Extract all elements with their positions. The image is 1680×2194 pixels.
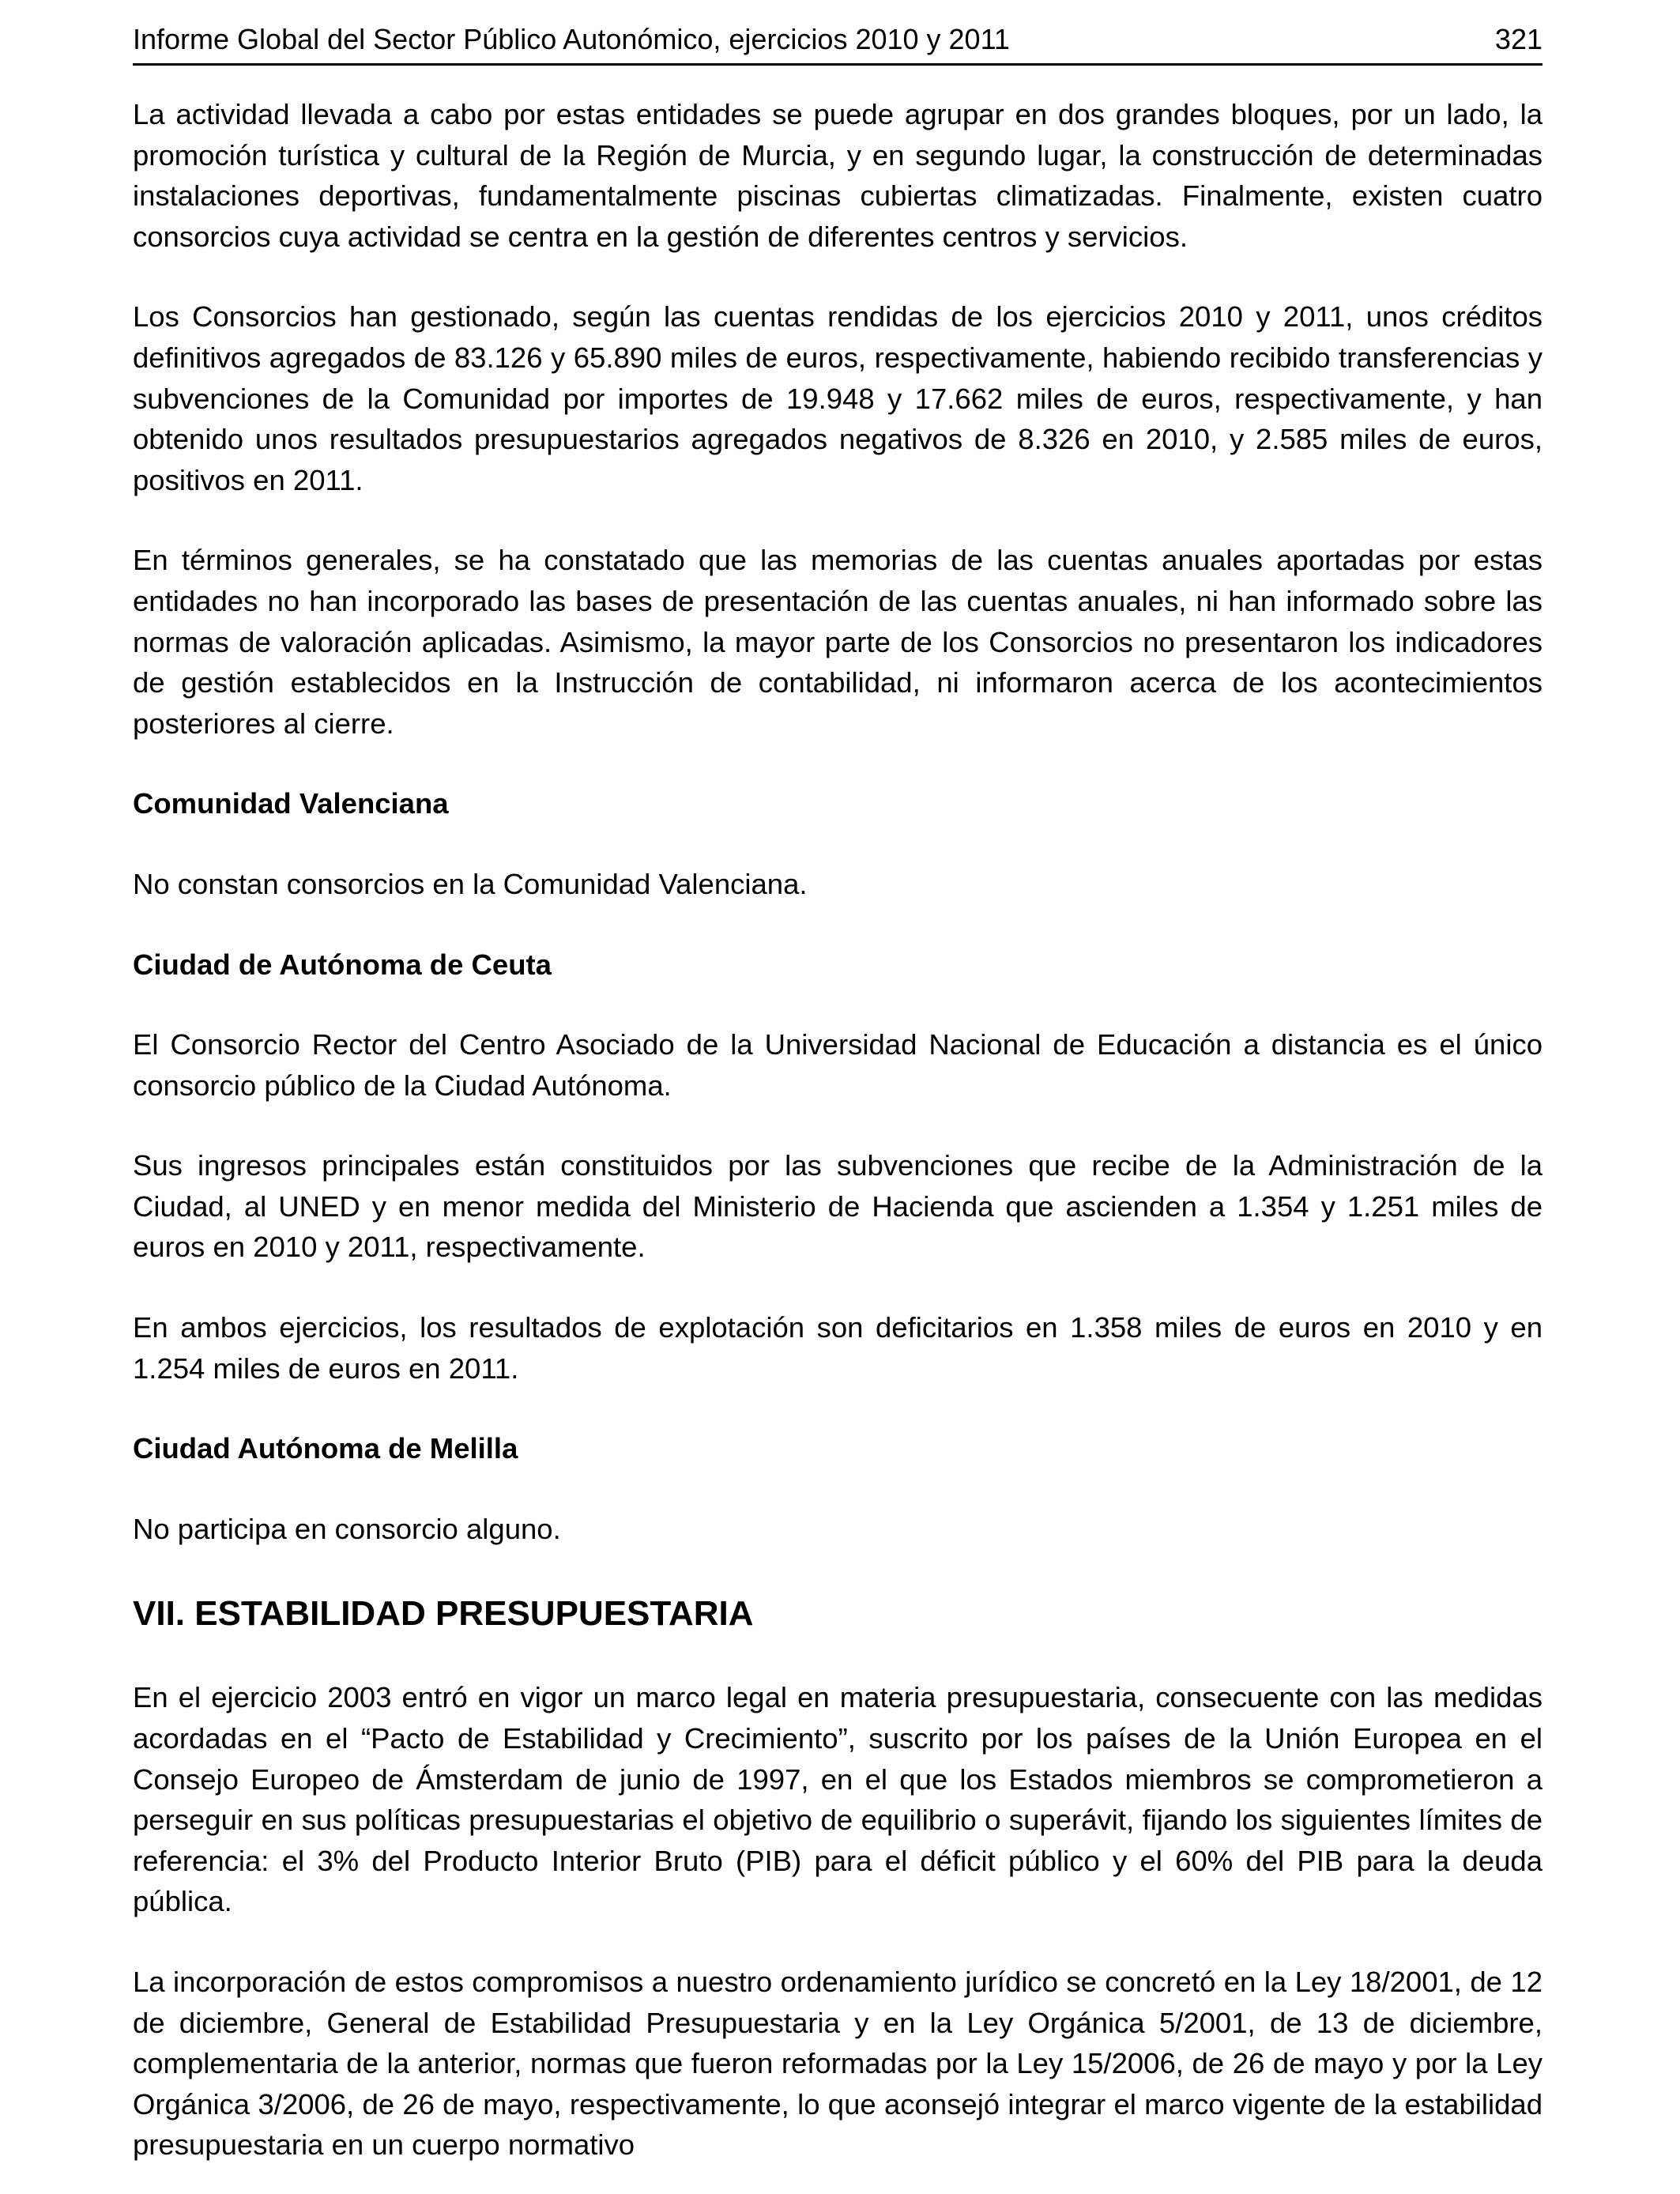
heading-comunidad-valenciana: Comunidad Valenciana (133, 787, 449, 820)
paragraph-estabilidad-leyes: La incorporación de estos compromisos a nuestro ordenamiento jurídico se concretó en la Ley 18/2001, de 12 de diciembre, General de Estabilidad Presupuestaria y en la Ley Orgánica 5/2001, de 13 de diciembre, complementaria de la anterior, normas que fueron reformadas por la Ley 15/2006, de 26 de mayo y por la Ley Orgánica 3/2006, de 26 de mayo, respectivamente, lo que aconsejó integrar el marco vigente de la estabilidad presupuestaria en un cuerpo normativo (133, 1966, 1543, 2162)
paragraph-murcia-memorias: En términos generales, se ha constatado que las memorias de las cuentas anuales aportadas por estas entidades no han incorporado las bases de presentación de las cuentas anuales, ni han informado sobre las normas de valoración aplicadas. Asimismo, la mayor parte de los Consorcios no presentaron los indicadores de gestión establecidos en la Instrucción de contabilidad, ni informaron acerca de los acontecimientos posteriores al cierre. (133, 544, 1543, 740)
paragraph-ceuta-ingresos: Sus ingresos principales están constituidos por las subvenciones que recibe de la Administración de la Ciudad, al UNED y en menor medida del Ministerio de Hacienda que ascienden a 1.354 y 1.251 miles de euros en 2010 y 2011, respectivamente. (133, 1149, 1543, 1264)
paragraph-murcia-credits: Los Consorcios han gestionado, según las cuentas rendidas de los ejercicios 2010 y 2011, unos créditos definitivos agregados de 83.126 y 65.890 miles de euros, respectivamente, habiendo recibido transferencias y subvenciones de la Comunidad por importes de 19.948 y 17.662 miles de euros, respectivamente, y han obtenido unos resultados presupuestarios agregados negativos de 8.326 en 2010, y 2.585 miles de euros, positivos en 2011. (133, 300, 1543, 496)
document-page (133, 19, 1543, 2166)
paragraph-murcia-activity: La actividad llevada a cabo por estas entidades se puede agrupar en dos grandes bloques, por un lado, la promoción turística y cultural de la Región de Murcia, y en segundo lugar, la construcción de determinadas instalaciones deportivas, fundamentalmente piscinas cubiertas climatizadas. Finalmente, existen cuatro consorcios cuya actividad se centra en la gestión de diferentes centros y servicios. (133, 98, 1543, 253)
section-title-estabilidad: VII. ESTABILIDAD PRESUPUESTARIA (133, 1594, 754, 1634)
paragraph-ceuta-resultados: En ambos ejercicios, los resultados de explotación son deficitarios en 1.358 miles de euros en 2010 y en 1.254 miles de euros en 2011. (133, 1311, 1543, 1385)
header-title: Informe Global del Sector Público Autonómico, ejercicios 2010 y 2011 (133, 23, 1010, 55)
paragraph-melilla: No participa en consorcio alguno. (133, 1512, 561, 1545)
paragraph-valenciana: No constan consorcios en la Comunidad Valenciana. (133, 867, 808, 900)
page-number: 321 (1494, 23, 1543, 55)
paragraph-ceuta-consorcio: El Consorcio Rector del Centro Asociado de la Universidad Nacional de Educación a distancia es el único consorcio público de la Ciudad Autónoma. (133, 1028, 1543, 1102)
page-header (133, 19, 1543, 66)
heading-melilla: Ciudad Autónoma de Melilla (133, 1432, 518, 1465)
paragraph-estabilidad-marco: En el ejercicio 2003 entró en vigor un marco legal en materia presupuestaria, consecuente con las medidas acordadas en el “Pacto de Estabilidad y Crecimiento”, suscrito por los países de la Unión Europea en el Consejo Europeo de Ámsterdam de junio de 1997, en el que los Estados miembros se comprometieron a perseguir en sus políticas presupuestarias el objetivo de equilibrio o superávit, fijando los siguientes límites de referencia: el 3% del Producto Interior Bruto (PIB) para el déficit público y el 60% del PIB para la deuda pública. (133, 1681, 1543, 1918)
heading-ceuta: Ciudad de Autónoma de Ceuta (133, 948, 552, 981)
